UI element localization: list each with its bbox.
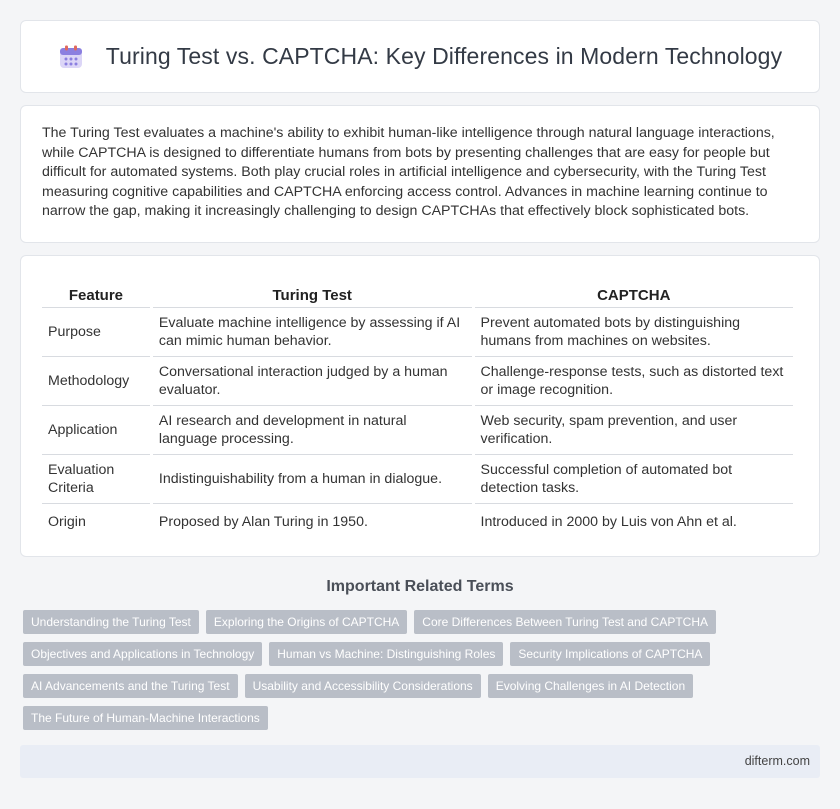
footer-brand[interactable]: difterm.com <box>744 754 810 768</box>
table-row <box>42 308 793 357</box>
related-term-tag[interactable]: Understanding the Turing Test <box>23 610 199 634</box>
calendar-icon <box>58 44 84 70</box>
related-term-tag[interactable]: Exploring the Origins of CAPTCHA <box>206 610 407 634</box>
intro-card <box>20 105 820 243</box>
related-terms-list <box>23 610 813 738</box>
turing-cell: Conversational interaction judged by a human evaluator. <box>153 357 472 406</box>
table-header-row <box>42 280 793 308</box>
tag-row <box>23 706 813 730</box>
related-term-tag[interactable]: Usability and Accessibility Considerations <box>245 674 481 698</box>
feature-cell: Methodology <box>42 357 150 406</box>
related-term-tag[interactable]: Security Implications of CAPTCHA <box>510 642 710 666</box>
captcha-cell: Prevent automated bots by distinguishing humans from machines on websites. <box>475 308 793 357</box>
related-term-tag[interactable]: AI Advancements and the Turing Test <box>23 674 238 698</box>
header-captcha: CAPTCHA <box>475 280 793 308</box>
feature-cell: Evaluation Criteria <box>42 455 150 504</box>
feature-cell: Purpose <box>42 308 150 357</box>
related-term-tag[interactable]: Evolving Challenges in AI Detection <box>488 674 693 698</box>
comparison-table <box>39 280 796 539</box>
table-row <box>42 504 793 539</box>
table-row <box>42 406 793 455</box>
tag-row <box>23 642 813 666</box>
turing-cell: AI research and development in natural language processing. <box>153 406 472 455</box>
table-row <box>42 455 793 504</box>
page-title: Turing Test vs. CAPTCHA: Key Differences in Modern Technology <box>105 43 783 69</box>
turing-cell: Evaluate machine intelligence by assessing if AI can mimic human behavior. <box>153 308 472 357</box>
header-feature: Feature <box>42 280 150 308</box>
tag-row <box>23 674 813 698</box>
comparison-card <box>20 255 820 557</box>
captcha-cell: Introduced in 2000 by Luis von Ahn et al. <box>480 513 737 530</box>
intro-text: The Turing Test evaluates a machine's ability to exhibit human-like intelligence through natural language interactions, while CAPTCHA is designed to differentiate humans from bots by presenting challenges that are easy for people but difficult for automated systems. Both play crucial roles in artificial intelligence and cybersecurity, with the Turing Test measuring cognitive capabilities and CAPTCHA enforcing access control. Advances in machine learning continue to narrow the gap, making it increasingly challenging to design CAPTCHAs that effectively block sophisticated bots. <box>42 125 775 219</box>
turing-cell: Proposed by Alan Turing in 1950. <box>158 513 368 530</box>
tag-row <box>23 610 813 634</box>
feature-cell: Application <box>42 406 150 455</box>
captcha-cell: Challenge-response tests, such as distorted text or image recognition. <box>475 357 793 406</box>
turing-cell: Indistinguishability from a human in dialogue. <box>153 455 472 504</box>
footer <box>20 745 820 778</box>
related-term-tag[interactable]: Human vs Machine: Distinguishing Roles <box>269 642 503 666</box>
table-row <box>42 357 793 406</box>
related-term-tag[interactable]: Objectives and Applications in Technology <box>23 642 262 666</box>
header-card <box>20 20 820 93</box>
related-terms-title: Important Related Terms <box>326 578 514 595</box>
header-turing-test: Turing Test <box>153 280 472 308</box>
captcha-cell: Web security, spam prevention, and user verification. <box>475 406 793 455</box>
captcha-cell: Successful completion of automated bot detection tasks. <box>475 455 793 504</box>
related-term-tag[interactable]: Core Differences Between Turing Test and CAPTCHA <box>414 610 716 634</box>
feature-cell: Origin <box>48 513 86 530</box>
related-term-tag[interactable]: The Future of Human-Machine Interactions <box>23 706 268 730</box>
